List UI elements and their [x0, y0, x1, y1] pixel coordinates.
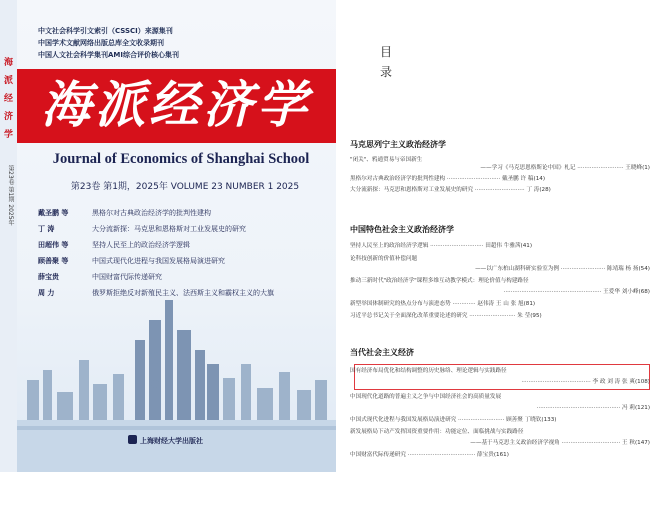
- cover-article-author: 田超伟 等: [38, 241, 69, 249]
- spine-title-char: 派: [3, 76, 13, 86]
- toc-entry[interactable]: 中国式现代化进程与我国发展格局演进研究 ·························· 顾善聚 丁晓钦(133): [350, 417, 557, 423]
- toc-entry[interactable]: 国有经济布局优化和结构调整的历史脉络、理论逻辑与实践路径: [350, 368, 507, 374]
- toc-section-title: 当代社会主义经济: [350, 348, 414, 357]
- toc-entry-continuation[interactable]: ······················································· 王爱华 刘小峰(68): [503, 289, 650, 295]
- cover-english-title: Journal of Economics of Shanghai School: [52, 151, 310, 167]
- spine-title-char: 海: [3, 58, 13, 68]
- toc-heading-char: 录: [380, 65, 393, 79]
- publisher-logo-icon: [128, 435, 137, 444]
- toc-entry-continuation[interactable]: ——以广东柏山湖科研实验室为例 ························· 陈靖瑞 杨 扬(54): [475, 266, 650, 272]
- toc-entry-continuation[interactable]: ——基于马克思主义政治经济学视角 ································· 王 秋(147): [470, 440, 650, 446]
- cover-article-title: 中国财富代际传递研究: [92, 273, 162, 281]
- toc-entry[interactable]: 新型举国体制研究的热点分布与演进态势 ············· 赵伟涛 王 山 张 旭(81): [350, 301, 536, 307]
- cover-article-title: 中国式现代化进程与我国发展格局演进研究: [92, 257, 225, 265]
- toc-entry-continuation[interactable]: ··············································· 冯 莉(121): [536, 405, 650, 411]
- journal-cover: [0, 0, 336, 472]
- cover-article-author: 顾善聚 等: [38, 257, 69, 265]
- cover-article-title: 坚持人民至上的政治经济学逻辑: [92, 241, 190, 249]
- cover-article-author: 薛宝贵: [38, 273, 59, 281]
- cover-article-author: 丁 涛: [38, 225, 55, 233]
- cover-article: [38, 224, 246, 234]
- city-skyline-illustration: [17, 300, 336, 472]
- cover-article: [38, 240, 190, 250]
- toc-entry[interactable]: 中国现代化道路的普遍主义之争与中国经济社会的高质量发展: [350, 394, 502, 400]
- cover-article-author: 周 力: [38, 289, 55, 297]
- toc-entry[interactable]: 推动三新时代"政治经济学"课程多维互动教学模式：理论价值与构建路径: [350, 278, 529, 284]
- cover-title: 海派经济学: [41, 75, 311, 134]
- table-of-contents-page: [336, 0, 668, 508]
- cover-indexing-line: 中文社会科学引文索引（CSSCI）来源集刊: [38, 27, 173, 35]
- toc-heading: [380, 44, 394, 80]
- cover-article: [38, 288, 274, 298]
- cover-article: [38, 208, 211, 218]
- toc-entry[interactable]: 大分流新探：马克思和恩格斯对工业发展史的研究 ···························· 丁 涛(28): [350, 187, 551, 193]
- toc-entry[interactable]: 论科技创新的价值补偿问题: [350, 256, 418, 262]
- cover-volume-line: 第23卷 第1期，2025年 VOLUME 23 NUMBER 1 2025: [70, 182, 300, 192]
- toc-entry[interactable]: "闭关"、鸦通贸易与帝国新生: [350, 157, 423, 163]
- spine-title-char: 经: [3, 94, 13, 104]
- toc-section-title: 中国特色社会主义政治经济学: [350, 225, 454, 234]
- spine-title-char: 济: [3, 112, 13, 122]
- spine-title-char: 学: [3, 130, 13, 140]
- spine-volume: 第23卷 第1期 2025年: [7, 165, 14, 226]
- toc-entry[interactable]: 黑格尔对古典政治经济学的批判性建构 ······························ 戴圣鹏 许 稿(14): [350, 176, 546, 182]
- toc-heading-char: 目: [380, 45, 393, 59]
- toc-entry-continuation[interactable]: ——学习《马克思恩格斯论中国》札记 ·························· 王晓峰(1): [480, 165, 650, 171]
- toc-entry[interactable]: 坚持人民至上的政治经济学逻辑 ······························ 田超伟 牛雅茜(41): [350, 243, 533, 249]
- cover-article: [38, 272, 162, 282]
- cover-article: [38, 256, 225, 266]
- toc-entry-continuation[interactable]: ······································· 李 政 刘 涛 张 爽(108): [521, 379, 650, 385]
- cover-article-title: 黑格尔对古典政治经济学的批判性建构: [92, 209, 211, 217]
- toc-entry[interactable]: 习近平总书记关于全面深化改革重要论述的研究 ·························· 朱 莹(95): [350, 313, 542, 319]
- cover-article-author: 戴圣鹏 等: [38, 209, 69, 217]
- cover-indexing-line: 中国人文社会科学集刊AMI综合评价核心集刊: [38, 51, 179, 59]
- cover-indexing-line: 中国学术文献网络出版总库全文收录期刊: [38, 39, 164, 47]
- toc-entry[interactable]: 中国财富代际传递研究 ······································ 薛宝贵(161): [350, 452, 509, 458]
- cover-publisher: 上海财经大学出版社: [140, 437, 203, 445]
- cover-article-title: 俄罗斯拒绝反对新殖民主义、法西斯主义和霸权主义的大旗: [92, 289, 274, 297]
- toc-section-title: 马克思列宁主义政治经济学: [350, 140, 446, 149]
- cover-spine: [0, 0, 17, 472]
- cover-article-title: 大分流新探：马克思和恩格斯对工业发展史的研究: [92, 225, 246, 233]
- toc-entry[interactable]: 新发展格局下动产发挥国资重要作用：功能定位、面临挑战与实践路径: [350, 429, 524, 435]
